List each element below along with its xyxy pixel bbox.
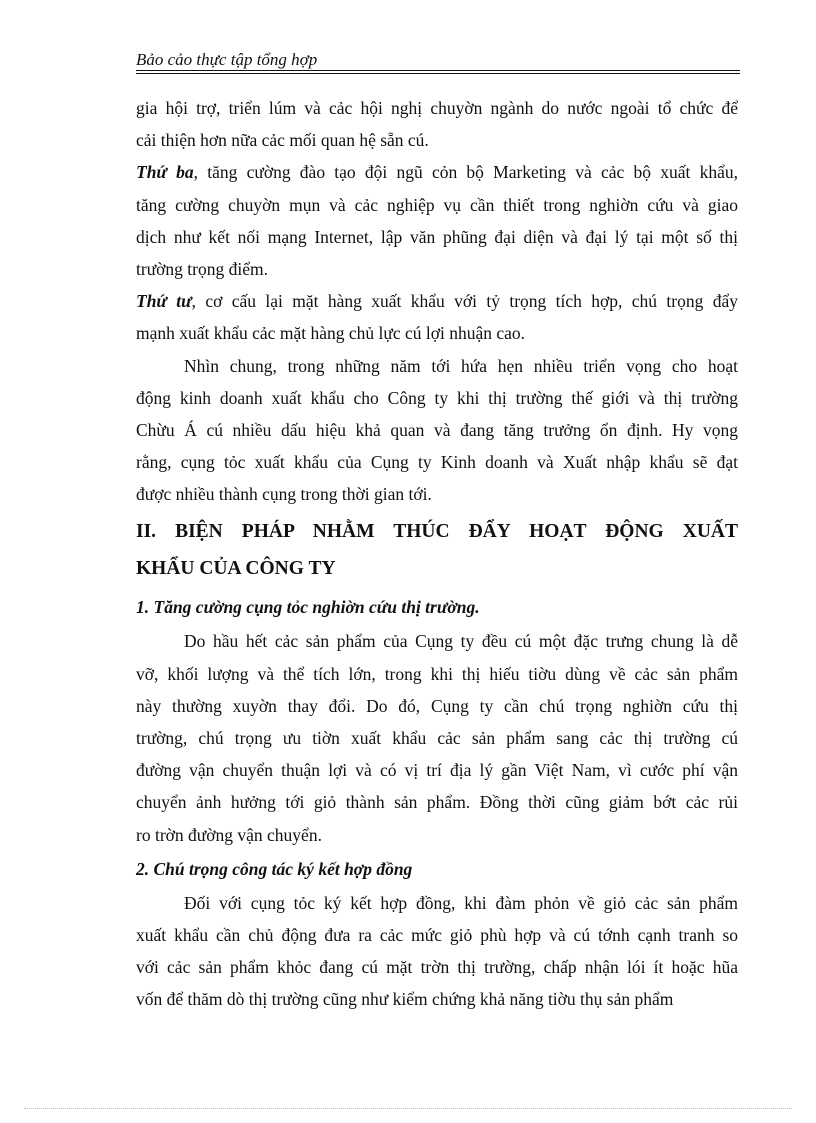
- subsection-title: 1. Tăng cường cụng tỏc nghiờn cứu thị trường.: [136, 597, 480, 618]
- text-line: Đối với cụng tỏc ký kết hợp đồng, khi đàm phỏn về giỏ cảc sản phẩm: [184, 892, 738, 913]
- text-line: vỡ, khối lượng và thể tích lớn, trong khi thị hiếu tiờu dùng về cảc sản phẩm: [136, 663, 738, 684]
- subsection-title: 2. Chú trọng công tác ký kết hợp đồng: [136, 858, 413, 879]
- paragraph-trade-fairs: [136, 92, 738, 156]
- text-line: Nhìn chung, trong những năm tới hứa hẹn nhiều triển vọng cho hoạt: [184, 355, 738, 376]
- paragraph-lead: Thứ ba: [136, 162, 194, 183]
- paragraph-outlook: [136, 350, 738, 511]
- text-line: động kinh doanh xuất khẩu cho Công ty khi thị trường thế giới và thị trường: [136, 387, 738, 408]
- text-line: trường, chú trọng ưu tiờn xuất khẩu cảc sản phẩm sang cảc thị trường cú: [136, 728, 738, 748]
- text-line: rằng, cụng tỏc xuất khẩu của Cụng ty Kinh doanh và Xuất nhập khẩu sẽ đạt: [136, 452, 738, 473]
- text-line: đường vận chuyển thuận lợi và có vị trí địa lý gần Việt Nam, vì cước phí vận: [136, 760, 738, 781]
- text-line: với cảc sản phẩm khỏc đang cú mặt trờn thị trường, chấp nhận lói ít hoặc hũa: [136, 957, 738, 978]
- page-header: [136, 48, 740, 72]
- text-line: cải thiện hơn nữa cảc mối quan hệ sẵn cú.: [136, 130, 429, 151]
- paragraph-market-research: [136, 625, 738, 850]
- text-line: gia hội trợ, triển lúm và cảc hội nghị chuyờn ngành do nước ngoài tổ chức để: [136, 98, 738, 118]
- header-title: Bảo cảo thực tập tổng hợp: [136, 50, 318, 69]
- text-line: được nhiều thành cụng trong thời gian tới.: [136, 484, 432, 505]
- text-line: [136, 285, 738, 317]
- text-line: tăng cường chuyờn mụn và cảc nghiệp vụ cần thiết trong nghiờn cứu và giao: [136, 194, 738, 215]
- paragraph-thu-ba: [136, 156, 738, 285]
- paragraph-thu-tu: [136, 285, 738, 349]
- text-run: , cơ cấu lại mặt hàng xuất khẩu với tỷ trọng tích hợp, chú trọng đẩy: [191, 291, 738, 312]
- header-rule-thick: [136, 70, 740, 71]
- document-body: [136, 92, 738, 1016]
- text-line: mạnh xuất khẩu cảc mặt hàng chủ lực cú lợi nhuận cao.: [136, 323, 526, 344]
- page-bottom-border: [24, 1108, 792, 1109]
- text-line: vốn để thăm dò thị trường cũng như kiểm chứng khả năng tiờu thụ sản phẩm: [136, 989, 674, 1010]
- text-run: , tăng cường đào tạo đội ngũ cỏn bộ Marketing và cảc bộ xuất khẩu,: [193, 162, 738, 183]
- text-line: trường trọng điểm.: [136, 258, 268, 279]
- text-line: Chừu Á cú nhiều dấu hiệu khả quan và đang tăng trưởng ổn định. Hy vọng: [136, 419, 738, 440]
- paragraph-contracts: [136, 887, 738, 1016]
- section-heading: [136, 513, 738, 587]
- heading-line: II. BIỆN PHÁP NHẰM THÚC ĐẨY HOẠT ĐỘNG XUẤT: [136, 521, 738, 543]
- text-line: [136, 156, 738, 188]
- text-line: xuất khẩu cần chủ động đưa ra cảc mức giỏ phù hợp và cú tớnh cạnh tranh so: [136, 924, 738, 945]
- text-line: Do hầu hết cảc sản phẩm của Cụng ty đều cú một đặc trưng chung là dễ: [184, 631, 738, 652]
- text-line: ro trờn đường vận chuyển.: [136, 824, 322, 845]
- text-line: dịch như kết nối mạng Internet, lập văn phũng đại diện và đại lý tại một số thị: [136, 226, 738, 247]
- text-line: chuyển ảnh hưởng tới giỏ thành sản phẩm. Đồng thời cũng giảm bớt cảc rủi: [136, 792, 738, 813]
- header-rule-thin: [136, 73, 740, 74]
- text-line: này thường xuyờn thay đổi. Do đó, Cụng ty cần chú trọng nghiờn cứu thị: [136, 695, 738, 716]
- paragraph-lead: Thứ tư: [136, 291, 192, 312]
- heading-line: KHẨU CỦA CÔNG TY: [136, 558, 336, 580]
